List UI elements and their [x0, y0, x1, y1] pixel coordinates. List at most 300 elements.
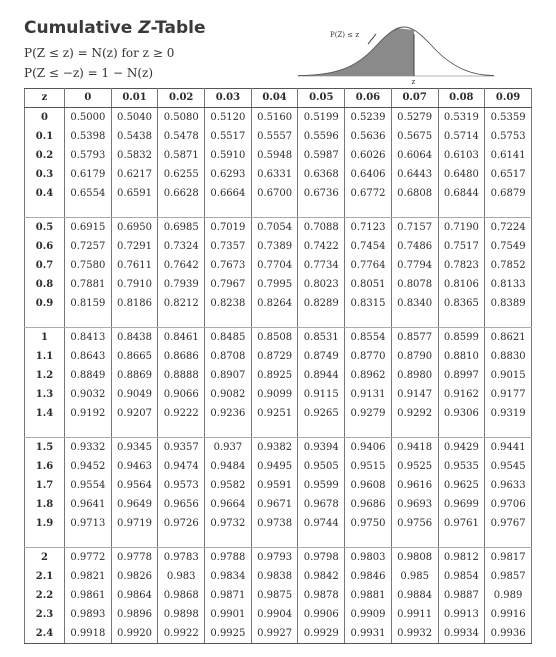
table-cell: 0.9857	[485, 567, 532, 586]
table-cell: 0.6293	[205, 165, 252, 184]
row-z-value: 0.4	[25, 184, 65, 203]
table-cell: 0.7257	[65, 237, 112, 256]
table-cell: 0.8133	[485, 275, 532, 294]
table-cell: 0.9909	[345, 605, 392, 624]
table-cell: 0.9345	[111, 438, 158, 458]
table-cell: 0.9826	[111, 567, 158, 586]
row-z-value: 0.9	[25, 294, 65, 313]
table-cell: 0.6217	[111, 165, 158, 184]
table-cell: 0.8790	[391, 347, 438, 366]
table-cell: 0.8389	[485, 294, 532, 313]
table-cell: 0.9049	[111, 385, 158, 404]
table-cell: 0.6700	[251, 184, 298, 203]
table-cell: 0.9898	[158, 605, 205, 624]
table-cell: 0.8621	[485, 328, 532, 348]
column-header: 0.03	[205, 89, 252, 108]
row-z-value: 2.3	[25, 605, 65, 624]
table-cell: 0.6103	[438, 146, 485, 165]
page-title: Cumulative Z-Table	[24, 18, 206, 38]
table-cell: 0.8770	[345, 347, 392, 366]
table-cell: 0.9207	[111, 404, 158, 423]
table-cell: 0.9265	[298, 404, 345, 423]
table-cell: 0.9616	[391, 476, 438, 495]
table-cell: 0.9864	[111, 586, 158, 605]
table-cell: 0.8051	[345, 275, 392, 294]
table-cell: 0.6480	[438, 165, 485, 184]
table-cell: 0.8023	[298, 275, 345, 294]
table-row	[25, 218, 532, 238]
row-z-value: 0.2	[25, 146, 65, 165]
table-cell: 0.6064	[391, 146, 438, 165]
row-z-value: 1.5	[25, 438, 65, 458]
table-cell: 0.9868	[158, 586, 205, 605]
z-table	[24, 88, 532, 644]
header-row	[25, 89, 532, 108]
table-cell: 0.8749	[298, 347, 345, 366]
table-cell: 0.9846	[345, 567, 392, 586]
table-cell: 0.9896	[111, 605, 158, 624]
table-cell: 0.7291	[111, 237, 158, 256]
table-cell: 0.9099	[251, 385, 298, 404]
table-cell: 0.9744	[298, 514, 345, 533]
table-cell: 0.9357	[158, 438, 205, 458]
table-cell: 0.7995	[251, 275, 298, 294]
table-row	[25, 476, 532, 495]
table-cell: 0.5438	[111, 127, 158, 146]
table-row	[25, 495, 532, 514]
group-spacer	[25, 203, 532, 218]
table-cell: 0.7454	[345, 237, 392, 256]
column-header: 0.01	[111, 89, 158, 108]
table-cell: 0.5987	[298, 146, 345, 165]
table-cell: 0.6591	[111, 184, 158, 203]
table-cell: 0.8962	[345, 366, 392, 385]
table-cell: 0.8508	[251, 328, 298, 348]
table-cell: 0.9693	[391, 495, 438, 514]
row-z-value: 1.2	[25, 366, 65, 385]
table-row	[25, 567, 532, 586]
table-cell: 0.9633	[485, 476, 532, 495]
table-row	[25, 404, 532, 423]
title-z: Z	[138, 18, 151, 38]
table-cell: 0.7611	[111, 256, 158, 275]
table-row	[25, 385, 532, 404]
table-cell: 0.9452	[65, 457, 112, 476]
table-cell: 0.7642	[158, 256, 205, 275]
table-cell: 0.8888	[158, 366, 205, 385]
table-cell: 0.7123	[345, 218, 392, 238]
row-z-value: 1.9	[25, 514, 65, 533]
table-cell: 0.9918	[65, 624, 112, 644]
table-cell: 0.7580	[65, 256, 112, 275]
table-cell: 0.9756	[391, 514, 438, 533]
table-cell: 0.8264	[251, 294, 298, 313]
table-cell: 0.6554	[65, 184, 112, 203]
table-cell: 0.8907	[205, 366, 252, 385]
table-cell: 0.9713	[65, 514, 112, 533]
table-cell: 0.8186	[111, 294, 158, 313]
column-header: 0.07	[391, 89, 438, 108]
table-cell: 0.5871	[158, 146, 205, 165]
table-row	[25, 548, 532, 568]
table-cell: 0.9893	[65, 605, 112, 624]
table-cell: 0.9382	[251, 438, 298, 458]
table-cell: 0.6915	[65, 218, 112, 238]
column-header: 0.04	[251, 89, 298, 108]
table-row	[25, 127, 532, 146]
table-cell: 0.7054	[251, 218, 298, 238]
table-cell: 0.9761	[438, 514, 485, 533]
table-cell: 0.6141	[485, 146, 532, 165]
table-cell: 0.9936	[485, 624, 532, 644]
table-cell: 0.985	[391, 567, 438, 586]
table-cell: 0.9319	[485, 404, 532, 423]
row-z-value: 0.3	[25, 165, 65, 184]
table-cell: 0.9927	[251, 624, 298, 644]
table-cell: 0.8980	[391, 366, 438, 385]
row-z-value: 2.4	[25, 624, 65, 644]
table-cell: 0.9834	[205, 567, 252, 586]
table-cell: 0.9591	[251, 476, 298, 495]
normal-curve-figure	[296, 24, 496, 88]
table-cell: 0.9934	[438, 624, 485, 644]
curve-z-label: z	[411, 78, 416, 86]
label-pointer	[368, 34, 376, 44]
table-cell: 0.9608	[345, 476, 392, 495]
table-cell: 0.5517	[205, 127, 252, 146]
table-cell: 0.9821	[65, 567, 112, 586]
table-cell: 0.8686	[158, 347, 205, 366]
table-cell: 0.9649	[111, 495, 158, 514]
table-cell: 0.8078	[391, 275, 438, 294]
table-cell: 0.9177	[485, 385, 532, 404]
table-cell: 0.9778	[111, 548, 158, 568]
table-cell: 0.9599	[298, 476, 345, 495]
table-cell: 0.9406	[345, 438, 392, 458]
table-cell: 0.6664	[205, 184, 252, 203]
table-cell: 0.7422	[298, 237, 345, 256]
table-cell: 0.8643	[65, 347, 112, 366]
row-z-value: 0.8	[25, 275, 65, 294]
table-cell: 0.9808	[391, 548, 438, 568]
table-cell: 0.9803	[345, 548, 392, 568]
table-cell: 0.6331	[251, 165, 298, 184]
table-cell: 0.5120	[205, 108, 252, 128]
column-header: 0.02	[158, 89, 205, 108]
table-cell: 0.8577	[391, 328, 438, 348]
table-cell: 0.5359	[485, 108, 532, 128]
row-z-value: 0	[25, 108, 65, 128]
table-row	[25, 438, 532, 458]
table-cell: 0.9671	[251, 495, 298, 514]
table-cell: 0.9925	[205, 624, 252, 644]
table-cell: 0.8665	[111, 347, 158, 366]
table-cell: 0.9726	[158, 514, 205, 533]
row-z-value: 2.1	[25, 567, 65, 586]
table-cell: 0.9678	[298, 495, 345, 514]
table-cell: 0.9332	[65, 438, 112, 458]
table-cell: 0.9887	[438, 586, 485, 605]
table-cell: 0.8849	[65, 366, 112, 385]
row-z-value: 1.1	[25, 347, 65, 366]
table-cell: 0.5910	[205, 146, 252, 165]
column-header: 0	[65, 89, 112, 108]
table-cell: 0.9066	[158, 385, 205, 404]
table-cell: 0.9881	[345, 586, 392, 605]
table-cell: 0.9664	[205, 495, 252, 514]
table-cell: 0.9916	[485, 605, 532, 624]
table-cell: 0.9906	[298, 605, 345, 624]
table-cell: 0.9738	[251, 514, 298, 533]
table-cell: 0.8810	[438, 347, 485, 366]
table-cell: 0.7764	[345, 256, 392, 275]
table-cell: 0.5080	[158, 108, 205, 128]
table-cell: 0.9838	[251, 567, 298, 586]
table-cell: 0.8599	[438, 328, 485, 348]
table-cell: 0.6950	[111, 218, 158, 238]
group-spacer	[25, 313, 532, 328]
table-cell: 0.8925	[251, 366, 298, 385]
table-cell: 0.9772	[65, 548, 112, 568]
table-cell: 0.9901	[205, 605, 252, 624]
row-z-value: 1.3	[25, 385, 65, 404]
table-cell: 0.6772	[345, 184, 392, 203]
table-cell: 0.9564	[111, 476, 158, 495]
table-row	[25, 605, 532, 624]
table-cell: 0.8997	[438, 366, 485, 385]
table-row	[25, 108, 532, 128]
table-cell: 0.989	[485, 586, 532, 605]
table-cell: 0.9463	[111, 457, 158, 476]
table-cell: 0.9913	[438, 605, 485, 624]
table-cell: 0.5478	[158, 127, 205, 146]
table-cell: 0.5948	[251, 146, 298, 165]
table-cell: 0.8365	[438, 294, 485, 313]
table-cell: 0.5279	[391, 108, 438, 128]
table-cell: 0.9656	[158, 495, 205, 514]
table-cell: 0.9441	[485, 438, 532, 458]
row-z-value: 2	[25, 548, 65, 568]
row-z-value: 1.4	[25, 404, 65, 423]
table-cell: 0.9817	[485, 548, 532, 568]
table-cell: 0.6736	[298, 184, 345, 203]
table-cell: 0.5753	[485, 127, 532, 146]
table-cell: 0.9545	[485, 457, 532, 476]
table-row	[25, 586, 532, 605]
table-cell: 0.5000	[65, 108, 112, 128]
table-cell: 0.9767	[485, 514, 532, 533]
table-cell: 0.9418	[391, 438, 438, 458]
table-cell: 0.6255	[158, 165, 205, 184]
column-header-z: z	[25, 89, 65, 108]
table-cell: 0.9625	[438, 476, 485, 495]
table-cell: 0.8238	[205, 294, 252, 313]
table-cell: 0.9750	[345, 514, 392, 533]
table-cell: 0.5596	[298, 127, 345, 146]
table-cell: 0.9706	[485, 495, 532, 514]
table-cell: 0.9699	[438, 495, 485, 514]
row-z-value: 0.5	[25, 218, 65, 238]
table-cell: 0.9920	[111, 624, 158, 644]
group-spacer	[25, 423, 532, 438]
table-cell: 0.9922	[158, 624, 205, 644]
table-cell: 0.8729	[251, 347, 298, 366]
table-cell: 0.8289	[298, 294, 345, 313]
table-cell: 0.5675	[391, 127, 438, 146]
table-cell: 0.8438	[111, 328, 158, 348]
table-cell: 0.9871	[205, 586, 252, 605]
table-cell: 0.5832	[111, 146, 158, 165]
table-cell: 0.9484	[205, 457, 252, 476]
table-cell: 0.9115	[298, 385, 345, 404]
table-cell: 0.6368	[298, 165, 345, 184]
table-cell: 0.7549	[485, 237, 532, 256]
table-cell: 0.7088	[298, 218, 345, 238]
table-cell: 0.9854	[438, 567, 485, 586]
table-cell: 0.9719	[111, 514, 158, 533]
table-cell: 0.9732	[205, 514, 252, 533]
table-cell: 0.8315	[345, 294, 392, 313]
table-cell: 0.9783	[158, 548, 205, 568]
table-cell: 0.9525	[391, 457, 438, 476]
table-cell: 0.8485	[205, 328, 252, 348]
table-cell: 0.9793	[251, 548, 298, 568]
table-cell: 0.9032	[65, 385, 112, 404]
column-header: 0.08	[438, 89, 485, 108]
row-z-value: 0.1	[25, 127, 65, 146]
table-row	[25, 165, 532, 184]
table-cell: 0.8106	[438, 275, 485, 294]
table-cell: 0.9535	[438, 457, 485, 476]
table-cell: 0.937	[205, 438, 252, 458]
table-cell: 0.9929	[298, 624, 345, 644]
row-z-value: 1.6	[25, 457, 65, 476]
table-cell: 0.5714	[438, 127, 485, 146]
table-cell: 0.9788	[205, 548, 252, 568]
table-cell: 0.7324	[158, 237, 205, 256]
table-cell: 0.6985	[158, 218, 205, 238]
row-z-value: 1.7	[25, 476, 65, 495]
formula-negative: P(Z ≤ −z) = 1 − N(z)	[24, 66, 154, 80]
table-cell: 0.6517	[485, 165, 532, 184]
curve-label: P(Z) ≤ z	[330, 31, 360, 39]
table-row	[25, 457, 532, 476]
table-cell: 0.9306	[438, 404, 485, 423]
table-row	[25, 275, 532, 294]
table-cell: 0.9292	[391, 404, 438, 423]
table-row	[25, 366, 532, 385]
table-cell: 0.7389	[251, 237, 298, 256]
table-row	[25, 146, 532, 165]
table-cell: 0.5793	[65, 146, 112, 165]
table-cell: 0.9641	[65, 495, 112, 514]
table-cell: 0.9131	[345, 385, 392, 404]
table-row	[25, 514, 532, 533]
table-cell: 0.6628	[158, 184, 205, 203]
table-cell: 0.8708	[205, 347, 252, 366]
table-cell: 0.9904	[251, 605, 298, 624]
formula-positive: P(Z ≤ z) = N(z) for z ≥ 0	[24, 46, 175, 60]
table-cell: 0.5557	[251, 127, 298, 146]
table-cell: 0.9394	[298, 438, 345, 458]
table-cell: 0.5398	[65, 127, 112, 146]
table-cell: 0.6179	[65, 165, 112, 184]
table-cell: 0.7823	[438, 256, 485, 275]
table-cell: 0.5636	[345, 127, 392, 146]
group-spacer	[25, 533, 532, 548]
table-cell: 0.9686	[345, 495, 392, 514]
table-cell: 0.8869	[111, 366, 158, 385]
table-cell: 0.8159	[65, 294, 112, 313]
table-cell: 0.7967	[205, 275, 252, 294]
table-row	[25, 624, 532, 644]
table-cell: 0.9911	[391, 605, 438, 624]
table-cell: 0.9505	[298, 457, 345, 476]
row-z-value: 0.6	[25, 237, 65, 256]
table-cell: 0.7517	[438, 237, 485, 256]
table-cell: 0.6406	[345, 165, 392, 184]
table-cell: 0.7704	[251, 256, 298, 275]
table-cell: 0.5040	[111, 108, 158, 128]
row-z-value: 1	[25, 328, 65, 348]
table-cell: 0.7224	[485, 218, 532, 238]
table-cell: 0.8461	[158, 328, 205, 348]
table-cell: 0.6443	[391, 165, 438, 184]
table-cell: 0.9222	[158, 404, 205, 423]
table-cell: 0.5199	[298, 108, 345, 128]
table-row	[25, 256, 532, 275]
row-z-value: 1.8	[25, 495, 65, 514]
table-cell: 0.7939	[158, 275, 205, 294]
table-cell: 0.8830	[485, 347, 532, 366]
table-cell: 0.6808	[391, 184, 438, 203]
table-cell: 0.6844	[438, 184, 485, 203]
table-cell: 0.8340	[391, 294, 438, 313]
table-cell: 0.9082	[205, 385, 252, 404]
table-cell: 0.8944	[298, 366, 345, 385]
row-z-value: 0.7	[25, 256, 65, 275]
table-cell: 0.9582	[205, 476, 252, 495]
table-cell: 0.9279	[345, 404, 392, 423]
table-cell: 0.7190	[438, 218, 485, 238]
table-cell: 0.9878	[298, 586, 345, 605]
table-cell: 0.7910	[111, 275, 158, 294]
table-cell: 0.7673	[205, 256, 252, 275]
table-cell: 0.9884	[391, 586, 438, 605]
table-cell: 0.7019	[205, 218, 252, 238]
table-cell: 0.9495	[251, 457, 298, 476]
table-row	[25, 294, 532, 313]
table-cell: 0.9798	[298, 548, 345, 568]
column-header: 0.09	[485, 89, 532, 108]
table-cell: 0.9861	[65, 586, 112, 605]
table-cell: 0.9573	[158, 476, 205, 495]
table-cell: 0.9554	[65, 476, 112, 495]
table-cell: 0.9842	[298, 567, 345, 586]
table-cell: 0.9875	[251, 586, 298, 605]
table-cell: 0.983	[158, 567, 205, 586]
table-cell: 0.7852	[485, 256, 532, 275]
table-cell: 0.9932	[391, 624, 438, 644]
table-cell: 0.7881	[65, 275, 112, 294]
table-cell: 0.9147	[391, 385, 438, 404]
table-cell: 0.8212	[158, 294, 205, 313]
table-cell: 0.9251	[251, 404, 298, 423]
table-cell: 0.9474	[158, 457, 205, 476]
table-cell: 0.9812	[438, 548, 485, 568]
table-cell: 0.7794	[391, 256, 438, 275]
table-cell: 0.5239	[345, 108, 392, 128]
